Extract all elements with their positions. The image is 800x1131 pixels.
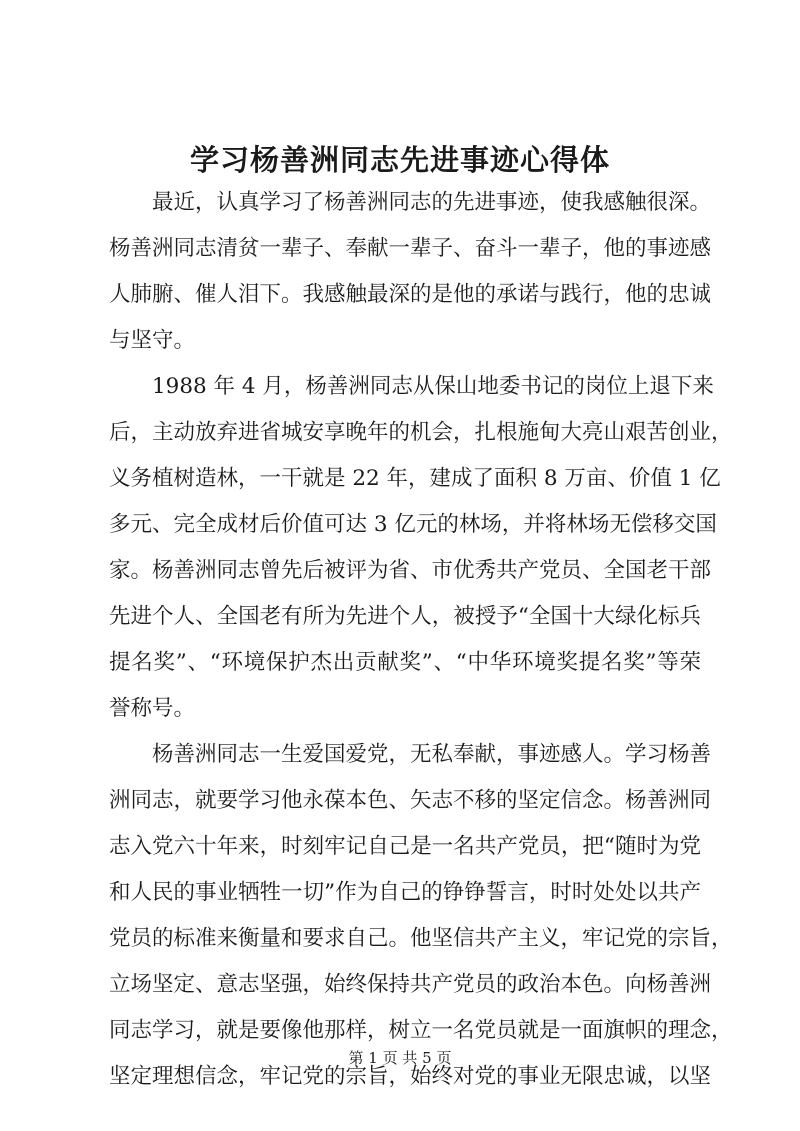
- paragraph-2-line-8: 誉称号。: [109, 696, 196, 721]
- paragraph-2-line-5: 家。杨善洲同志曾先后被评为省、市优秀共产党员、全国老干部: [109, 558, 712, 583]
- paragraph-2-line-6: 先进个人、全国老有所为先进个人，被授予“全国十大绿化标兵: [109, 604, 701, 629]
- paragraph-2-line-2: 后，主动放弃进省城安享晚年的机会，扎根施甸大亮山艰苦创业，: [109, 420, 733, 445]
- paragraph-3-line-7: 同志学习，就是要像他那样，树立一名党员就是一面旗帜的理念，: [109, 1018, 733, 1043]
- paragraph-3-line-4: 和人民的事业牺牲一切”作为自己的铮铮誓言，时时处处以共产: [109, 880, 701, 905]
- paragraph-3-line-2: 洲同志，就要学习他永葆本色、矢志不移的坚定信念。杨善洲同: [109, 788, 712, 813]
- paragraph-2-line-7: 提名奖”、“环境保护杰出贡献奖”、“中华环境奖提名奖”等荣: [109, 650, 701, 675]
- paragraph-1-line-2: 杨善洲同志清贫一辈子、奉献一辈子、奋斗一辈子，他的事迹感: [109, 236, 712, 261]
- document-body: [109, 180, 733, 1100]
- paragraph-3-line-3: 志入党六十年来，时刻牢记自己是一名共产党员，把“随时为党: [109, 834, 701, 859]
- paragraph-3-line-8: 坚定理想信念，牢记党的宗旨，始终对党的事业无限忠诚，以坚: [109, 1064, 712, 1089]
- document-title: 学习杨善洲同志先进事迹心得体: [189, 143, 610, 177]
- paragraph-3-line-1: 杨善洲同志一生爱国爱党，无私奉献，事迹感人。学习杨善: [152, 742, 712, 767]
- page-number-footer: 第 1 页 共 5 页: [348, 1049, 452, 1067]
- paragraph-1-line-4: 与坚守。: [109, 328, 196, 353]
- paragraph-1-line-1: 最近，认真学习了杨善洲同志的先进事迹，使我感触很深。: [152, 190, 712, 215]
- paragraph-1-line-3: 人肺腑、催人泪下。我感触最深的是他的承诺与践行，他的忠诚: [109, 282, 712, 307]
- paragraph-2-line-4: 多元、完全成材后价值可达 3 亿元的林场，并将林场无偿移交国: [109, 512, 717, 537]
- paragraph-2-line-3: 义务植树造林，一干就是 22 年，建成了面积 8 万亩、价值 1 亿: [109, 466, 721, 491]
- paragraph-3-line-6: 立场坚定、意志坚强，始终保持共产党员的政治本色。向杨善洲: [109, 972, 712, 997]
- paragraph-3-line-5: 党员的标准来衡量和要求自己。他坚信共产主义，牢记党的宗旨，: [109, 926, 733, 951]
- paragraph-2-line-1: 1988 年 4 月，杨善洲同志从保山地委书记的岗位上退下来: [152, 374, 714, 399]
